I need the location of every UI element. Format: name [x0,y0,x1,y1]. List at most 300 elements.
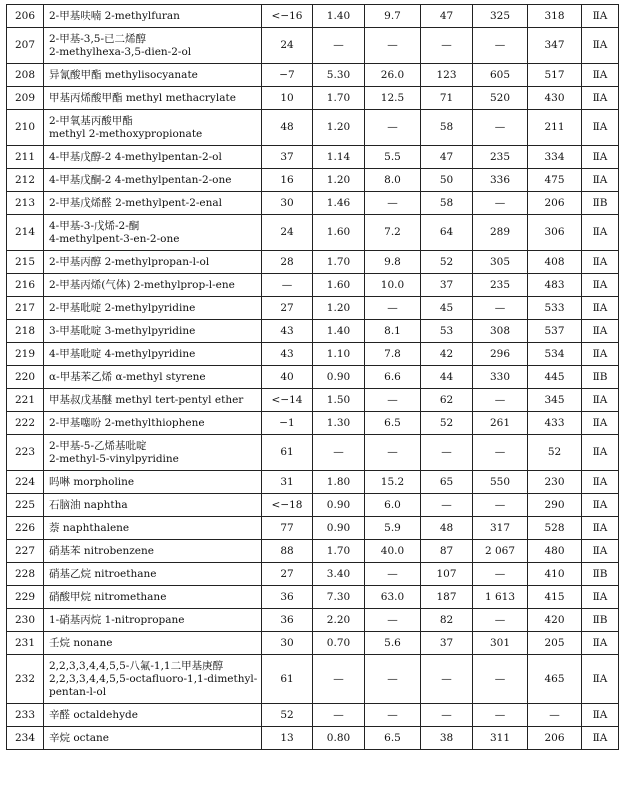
substance-name [44,655,262,704]
lower-concentration: 107 [421,563,473,586]
gas-group: ⅡA [582,586,619,609]
upper-concentration: 308 [473,320,528,343]
lower-explosive-limit: 0.90 [313,517,365,540]
lower-concentration: 82 [421,609,473,632]
substance-name [44,389,262,412]
substance-name-line: 硝基苯 nitrobenzene [49,544,154,557]
lower-concentration: 187 [421,586,473,609]
substance-name [44,632,262,655]
row-number: 225 [7,494,44,517]
lower-explosive-limit: — [313,28,365,64]
row-number: 223 [7,435,44,471]
upper-explosive-limit: 5.5 [365,146,421,169]
substance-name-line: 硝酸甲烷 nitromethane [49,590,167,603]
upper-concentration: — [473,110,528,146]
ignition-temperature: 533 [528,297,582,320]
ignition-temperature: 408 [528,251,582,274]
lower-concentration: 65 [421,471,473,494]
ignition-temperature: 415 [528,586,582,609]
lower-explosive-limit: 1.60 [313,215,365,251]
ignition-temperature: 410 [528,563,582,586]
gas-group: ⅡA [582,215,619,251]
upper-concentration: 311 [473,727,528,750]
substance-name-line: 4-甲基戊酮-2 4-methylpentan-2-one [49,173,232,186]
substance-name [44,435,262,471]
substance-name [44,586,262,609]
upper-explosive-limit: 9.7 [365,5,421,28]
table-row [7,146,619,169]
row-number: 213 [7,192,44,215]
lower-explosive-limit: 1.50 [313,389,365,412]
substance-name-line: 石脑油 naphtha [49,498,128,511]
ignition-temperature: 517 [528,64,582,87]
lower-concentration: 52 [421,412,473,435]
row-number: 218 [7,320,44,343]
substance-name [44,517,262,540]
table-row [7,366,619,389]
flash-point: <−18 [262,494,313,517]
flash-point: 48 [262,110,313,146]
table-row [7,64,619,87]
table-row [7,704,619,727]
table-row [7,412,619,435]
flash-point: <−14 [262,389,313,412]
upper-explosive-limit: 10.0 [365,274,421,297]
ignition-temperature: 211 [528,110,582,146]
substance-name-line: 吗啉 morpholine [49,475,135,488]
lower-explosive-limit: 5.30 [313,64,365,87]
flash-point: 31 [262,471,313,494]
row-number: 233 [7,704,44,727]
substance-table [6,4,619,750]
row-number: 226 [7,517,44,540]
table-row [7,632,619,655]
upper-explosive-limit: — [365,704,421,727]
substance-name-line: 4-甲基戊醇-2 4-methylpentan-2-ol [49,150,222,163]
substance-name-line: 4-甲基-3-戊烯-2-酮 [49,219,140,232]
upper-explosive-limit: — [365,110,421,146]
flash-point: 77 [262,517,313,540]
upper-concentration: 289 [473,215,528,251]
flash-point: 61 [262,655,313,704]
lower-explosive-limit: 3.40 [313,563,365,586]
row-number: 209 [7,87,44,110]
lower-explosive-limit: 0.80 [313,727,365,750]
upper-concentration: 235 [473,146,528,169]
table-row [7,297,619,320]
lower-explosive-limit: — [313,435,365,471]
gas-group: ⅡA [582,517,619,540]
lower-explosive-limit: 0.90 [313,494,365,517]
flash-point: 43 [262,320,313,343]
ignition-temperature: 528 [528,517,582,540]
upper-explosive-limit: — [365,389,421,412]
lower-explosive-limit: 1.10 [313,343,365,366]
table-row [7,389,619,412]
substance-name [44,727,262,750]
lower-explosive-limit: 1.70 [313,251,365,274]
flash-point: 43 [262,343,313,366]
upper-explosive-limit: — [365,297,421,320]
substance-name [44,343,262,366]
ignition-temperature: 537 [528,320,582,343]
table-row [7,471,619,494]
flash-point: 30 [262,192,313,215]
lower-explosive-limit: 1.20 [313,110,365,146]
upper-explosive-limit: 26.0 [365,64,421,87]
upper-concentration: 317 [473,517,528,540]
lower-explosive-limit: 1.70 [313,87,365,110]
flash-point: 10 [262,87,313,110]
gas-group: ⅡA [582,727,619,750]
substance-name [44,563,262,586]
substance-name [44,146,262,169]
gas-group: ⅡA [582,655,619,704]
gas-group: ⅡA [582,435,619,471]
upper-concentration: 305 [473,251,528,274]
lower-explosive-limit: — [313,704,365,727]
row-number: 229 [7,586,44,609]
flash-point: — [262,274,313,297]
upper-concentration: 235 [473,274,528,297]
substance-name [44,110,262,146]
lower-concentration: 123 [421,64,473,87]
row-number: 212 [7,169,44,192]
ignition-temperature: 445 [528,366,582,389]
lower-concentration: 37 [421,274,473,297]
substance-name-line: 2-methyl-5-vinylpyridine [49,452,179,465]
flash-point: <−16 [262,5,313,28]
lower-concentration: 44 [421,366,473,389]
table-row [7,494,619,517]
table-row [7,274,619,297]
ignition-temperature: 420 [528,609,582,632]
gas-group: ⅡA [582,389,619,412]
substance-name-line: 壬烷 nonane [49,636,113,649]
substance-name [44,192,262,215]
row-number: 217 [7,297,44,320]
gas-group: ⅡA [582,412,619,435]
ignition-temperature: 206 [528,727,582,750]
upper-concentration: 1 613 [473,586,528,609]
upper-explosive-limit: 6.0 [365,494,421,517]
table-row [7,28,619,64]
substance-name-line: 2-甲基丙烯(气体) 2-methylprop-l-ene [49,278,235,291]
substance-name [44,297,262,320]
lower-concentration: 45 [421,297,473,320]
row-number: 221 [7,389,44,412]
gas-group: ⅡA [582,704,619,727]
gas-group: ⅡA [582,274,619,297]
gas-group: ⅡB [582,192,619,215]
ignition-temperature: 534 [528,343,582,366]
gas-group: ⅡA [582,343,619,366]
substance-name-line: 辛烷 octane [49,731,109,744]
flash-point: 30 [262,632,313,655]
table-row [7,87,619,110]
gas-group: ⅡA [582,87,619,110]
substance-name-line: 1-硝基丙烷 1-nitropropane [49,613,185,626]
upper-explosive-limit: — [365,609,421,632]
flash-point: 37 [262,146,313,169]
lower-concentration: 58 [421,110,473,146]
upper-explosive-limit: 6.6 [365,366,421,389]
substance-name-line: 硝基乙烷 nitroethane [49,567,157,580]
flash-point: −7 [262,64,313,87]
table-row [7,517,619,540]
upper-concentration: 296 [473,343,528,366]
substance-name [44,87,262,110]
table-row [7,540,619,563]
lower-concentration: — [421,28,473,64]
upper-concentration: 550 [473,471,528,494]
upper-concentration: — [473,28,528,64]
row-number: 207 [7,28,44,64]
table-row [7,169,619,192]
flash-point: 52 [262,704,313,727]
gas-group: ⅡA [582,251,619,274]
lower-concentration: 37 [421,632,473,655]
ignition-temperature: 430 [528,87,582,110]
lower-concentration: 42 [421,343,473,366]
substance-name [44,251,262,274]
row-number: 234 [7,727,44,750]
gas-group: ⅡA [582,494,619,517]
substance-name [44,274,262,297]
upper-concentration: — [473,494,528,517]
substance-name [44,28,262,64]
upper-explosive-limit: 7.8 [365,343,421,366]
upper-explosive-limit: 63.0 [365,586,421,609]
row-number: 208 [7,64,44,87]
ignition-temperature: 205 [528,632,582,655]
lower-concentration: 38 [421,727,473,750]
lower-explosive-limit: 1.20 [313,297,365,320]
gas-group: ⅡA [582,64,619,87]
substance-name [44,366,262,389]
substance-name [44,64,262,87]
substance-name-line: 2,2,3,3,4,4,5,5-八氟-1,1二甲基庚醇 [49,659,224,672]
lower-explosive-limit: 1.40 [313,320,365,343]
lower-explosive-limit: 2.20 [313,609,365,632]
upper-concentration: — [473,435,528,471]
upper-concentration: 301 [473,632,528,655]
gas-group: ⅡB [582,563,619,586]
substance-name-line: 2-甲基噻吩 2-methylthiophene [49,416,205,429]
table-body [7,5,619,750]
row-number: 224 [7,471,44,494]
lower-explosive-limit: 1.60 [313,274,365,297]
lower-concentration: 87 [421,540,473,563]
upper-explosive-limit: 5.6 [365,632,421,655]
row-number: 222 [7,412,44,435]
substance-name-line: 甲基叔戊基醚 methyl tert-pentyl ether [49,393,244,406]
upper-concentration: — [473,389,528,412]
upper-concentration: — [473,655,528,704]
table-row [7,563,619,586]
substance-name [44,412,262,435]
upper-concentration: — [473,704,528,727]
substance-name [44,471,262,494]
substance-name-line: α-甲基苯乙烯 α-methyl styrene [49,370,206,383]
flash-point: 28 [262,251,313,274]
upper-concentration: 520 [473,87,528,110]
ignition-temperature: 347 [528,28,582,64]
ignition-temperature: 433 [528,412,582,435]
row-number: 215 [7,251,44,274]
substance-name-line: 4-甲基吡啶 4-methylpyridine [49,347,196,360]
row-number: 216 [7,274,44,297]
table-row [7,655,619,704]
table-row [7,727,619,750]
upper-explosive-limit: 12.5 [365,87,421,110]
flash-point: 27 [262,563,313,586]
flash-point: 61 [262,435,313,471]
substance-name-line: 2-methylhexa-3,5-dien-2-ol [49,45,192,58]
lower-concentration: 52 [421,251,473,274]
row-number: 206 [7,5,44,28]
flash-point: 16 [262,169,313,192]
flash-point: 24 [262,215,313,251]
table-row [7,192,619,215]
flash-point: 27 [262,297,313,320]
lower-explosive-limit: 1.14 [313,146,365,169]
substance-name [44,540,262,563]
flash-point: 36 [262,609,313,632]
row-number: 210 [7,110,44,146]
gas-group: ⅡA [582,297,619,320]
lower-explosive-limit: 1.70 [313,540,365,563]
lower-concentration: — [421,655,473,704]
ignition-temperature: 52 [528,435,582,471]
upper-explosive-limit: — [365,655,421,704]
table-row [7,343,619,366]
substance-name-line: 2-甲基戊烯醛 2-methylpent-2-enal [49,196,223,209]
substance-name-line: 3-甲基吡啶 3-methylpyridine [49,324,196,337]
upper-explosive-limit: 8.1 [365,320,421,343]
flash-point: 36 [262,586,313,609]
table-row [7,110,619,146]
upper-concentration: — [473,297,528,320]
ignition-temperature: 480 [528,540,582,563]
ignition-temperature: 483 [528,274,582,297]
ignition-temperature: 318 [528,5,582,28]
substance-name-line: methyl 2-methoxypropionate [49,127,203,140]
lower-concentration: 48 [421,517,473,540]
row-number: 214 [7,215,44,251]
lower-concentration: 62 [421,389,473,412]
gas-group: ⅡA [582,110,619,146]
upper-explosive-limit: 15.2 [365,471,421,494]
row-number: 232 [7,655,44,704]
upper-explosive-limit: — [365,563,421,586]
upper-concentration: 325 [473,5,528,28]
substance-name-line: 4-methylpent-3-en-2-one [49,232,180,245]
substance-name [44,320,262,343]
upper-explosive-limit: 9.8 [365,251,421,274]
gas-group: ⅡA [582,146,619,169]
lower-explosive-limit: 0.70 [313,632,365,655]
upper-concentration: 605 [473,64,528,87]
upper-explosive-limit: 6.5 [365,412,421,435]
substance-name-line: 2-甲氧基丙酸甲酯 [49,114,133,127]
substance-name [44,494,262,517]
upper-explosive-limit: — [365,28,421,64]
table-row [7,435,619,471]
upper-explosive-limit: — [365,192,421,215]
upper-concentration: 330 [473,366,528,389]
upper-concentration: — [473,192,528,215]
substance-name-line: 萘 naphthalene [49,521,130,534]
row-number: 219 [7,343,44,366]
substance-name-line: 甲基丙烯酸甲酯 methyl methacrylate [49,91,236,104]
lower-explosive-limit: 1.30 [313,412,365,435]
substance-name-line: 异氰酸甲酯 methylisocyanate [49,68,198,81]
table-row [7,215,619,251]
gas-group: ⅡA [582,540,619,563]
lower-concentration: 47 [421,146,473,169]
substance-name-line: 2,2,3,3,4,4,5,5-octafluoro-1,1-dimethyl- [49,672,258,685]
substance-name-line: 2-甲基吡啶 2-methylpyridine [49,301,196,314]
substance-name-line: 2-甲基-5-乙烯基吡啶 [49,439,147,452]
row-number: 220 [7,366,44,389]
ignition-temperature: 206 [528,192,582,215]
row-number: 231 [7,632,44,655]
flash-point: 40 [262,366,313,389]
ignition-temperature: 230 [528,471,582,494]
upper-explosive-limit: 8.0 [365,169,421,192]
flash-point: 24 [262,28,313,64]
lower-concentration: — [421,704,473,727]
flash-point: −1 [262,412,313,435]
ignition-temperature: 475 [528,169,582,192]
lower-explosive-limit: 1.80 [313,471,365,494]
lower-concentration: 71 [421,87,473,110]
table-row [7,320,619,343]
row-number: 230 [7,609,44,632]
lower-concentration: — [421,435,473,471]
ignition-temperature: 306 [528,215,582,251]
substance-name-line: 2-甲基-3,5-已二烯醇 [49,32,147,45]
lower-explosive-limit: 1.46 [313,192,365,215]
substance-name [44,169,262,192]
substance-name-line: pentan-l-ol [49,685,107,698]
substance-name [44,704,262,727]
gas-group: ⅡB [582,366,619,389]
ignition-temperature: 290 [528,494,582,517]
upper-concentration: — [473,609,528,632]
ignition-temperature: 334 [528,146,582,169]
ignition-temperature: 465 [528,655,582,704]
lower-concentration: 53 [421,320,473,343]
lower-concentration: 58 [421,192,473,215]
lower-explosive-limit: 1.40 [313,5,365,28]
gas-group: ⅡA [582,169,619,192]
ignition-temperature: 345 [528,389,582,412]
row-number: 227 [7,540,44,563]
gas-group: ⅡA [582,28,619,64]
upper-explosive-limit: — [365,435,421,471]
lower-explosive-limit: 7.30 [313,586,365,609]
table-row [7,251,619,274]
lower-concentration: 50 [421,169,473,192]
gas-group: ⅡA [582,5,619,28]
ignition-temperature: — [528,704,582,727]
row-number: 211 [7,146,44,169]
gas-group: ⅡA [582,471,619,494]
lower-concentration: — [421,494,473,517]
substance-name [44,215,262,251]
